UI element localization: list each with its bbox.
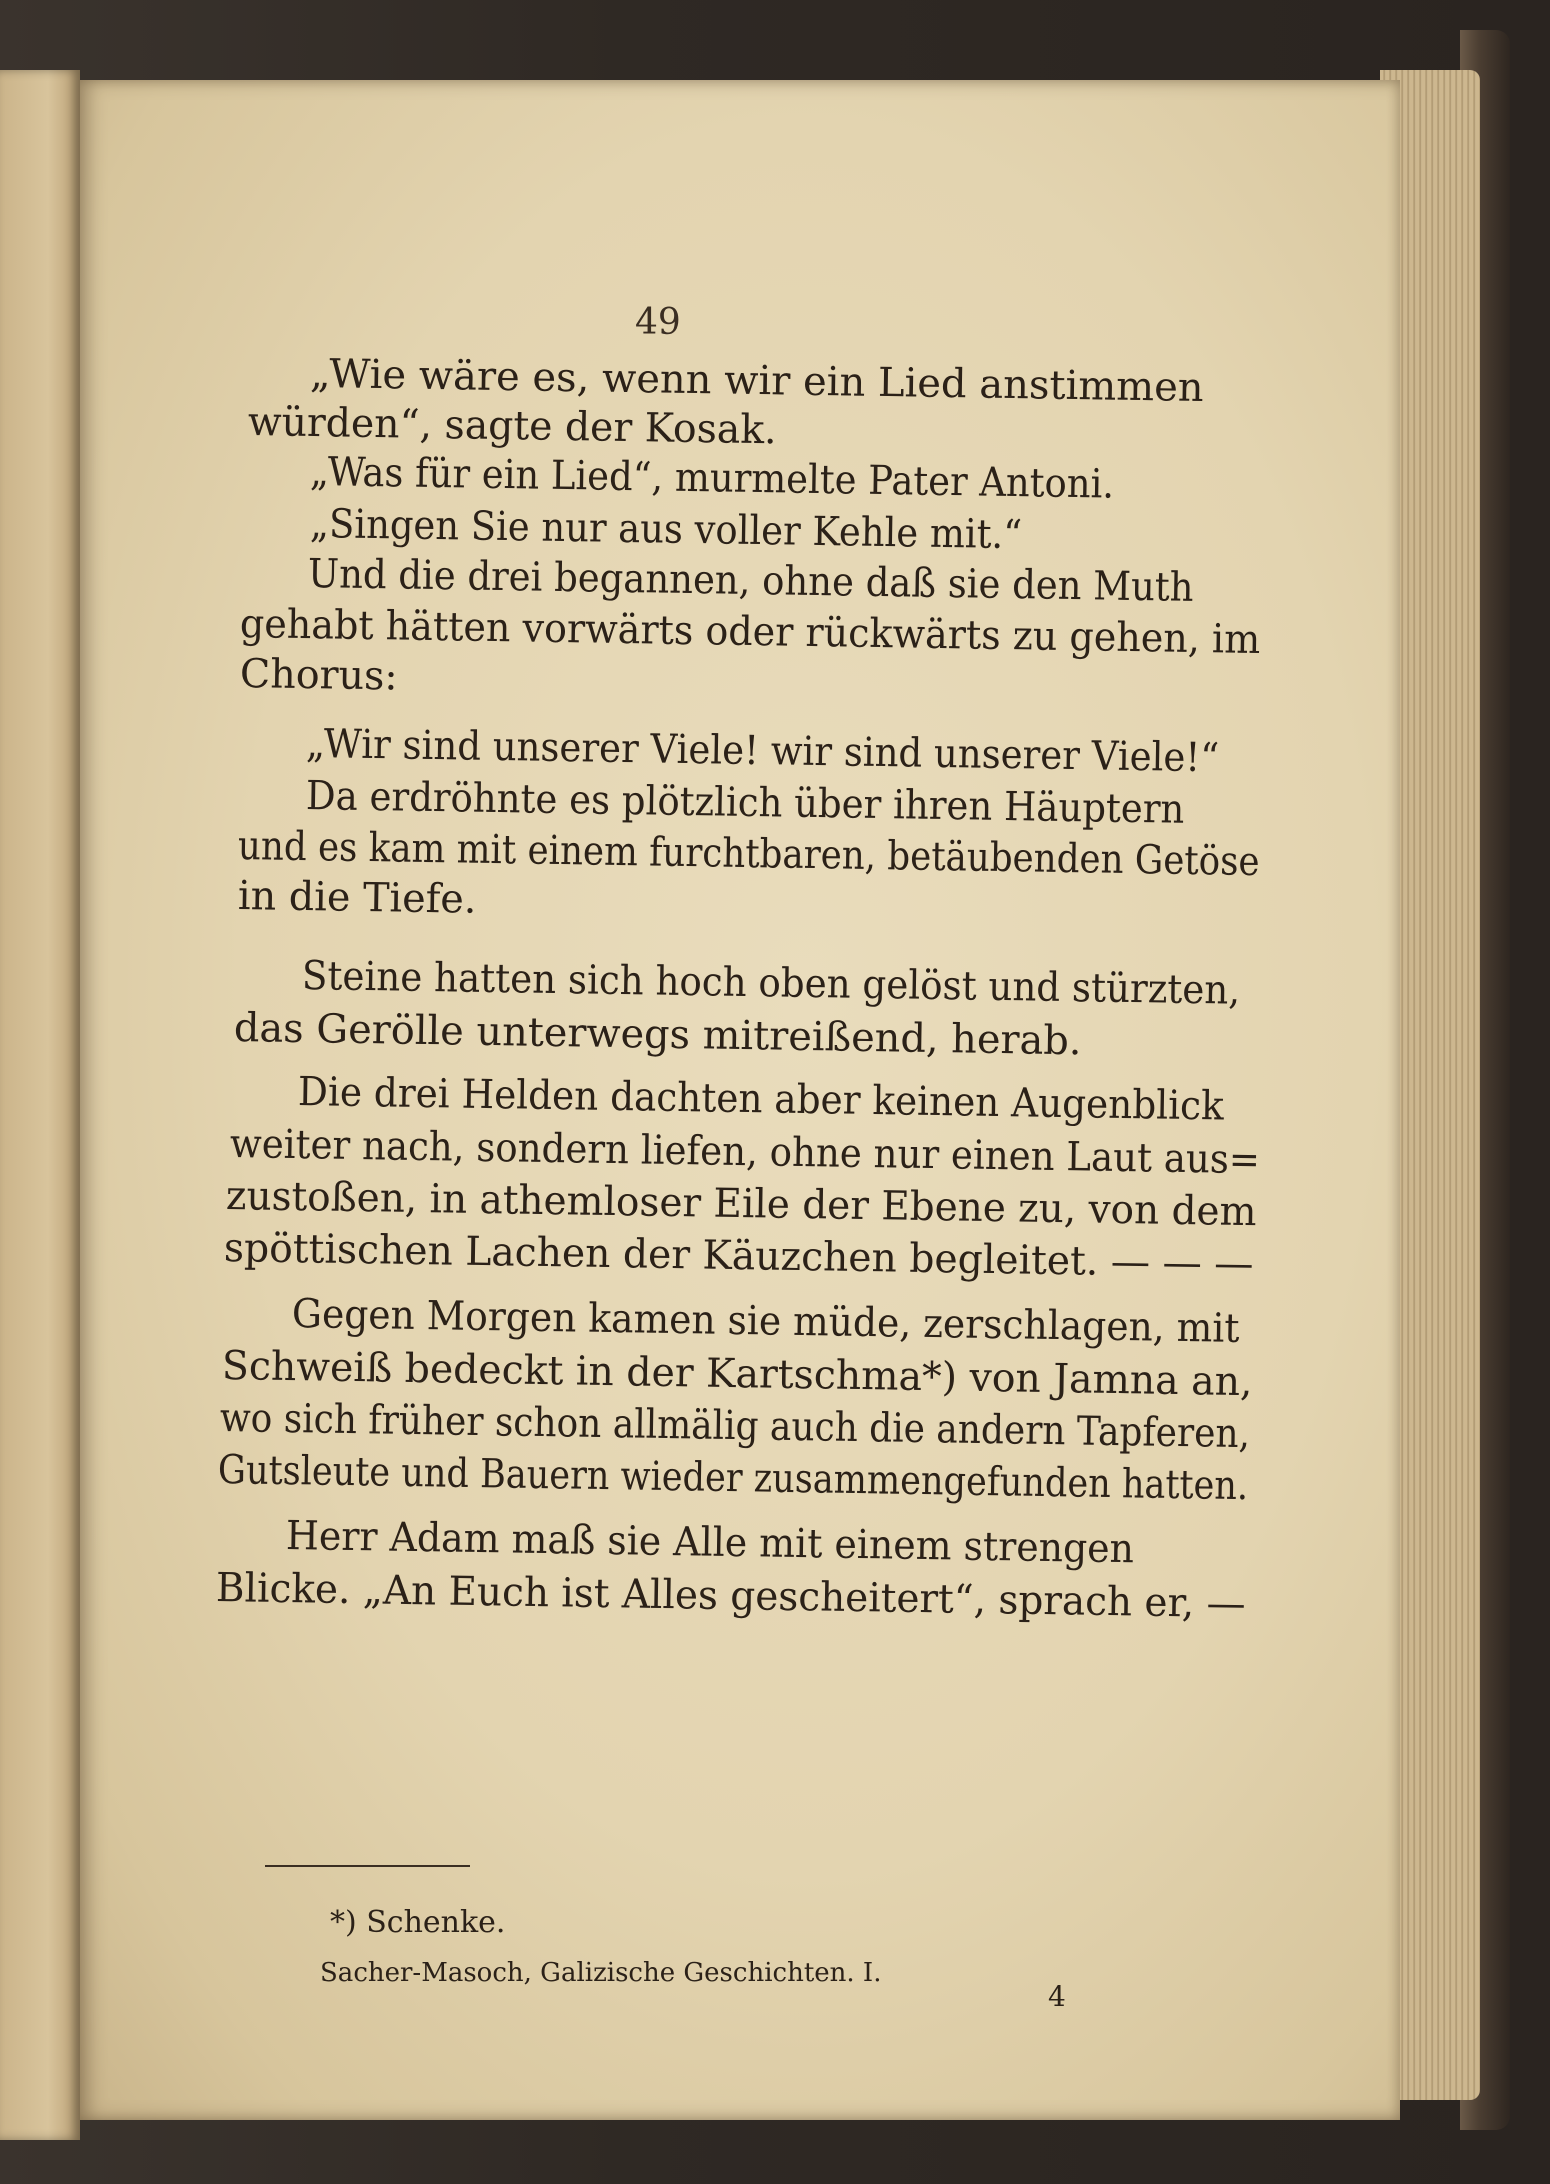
text-line: Schweiß bedeckt in der Kartschma*) von Jamna an,	[221, 1343, 1253, 1406]
footnote: *) Schenke.	[330, 1905, 506, 1940]
printer-signature: Sacher-Masoch, Galizische Geschichten. I.	[320, 1958, 882, 1988]
text-line: Da erdröhnte es plötzlich über ihren Häuptern	[305, 773, 1185, 833]
text-line: in die Tiefe.	[237, 873, 477, 923]
text-line: zustoßen, in athemloser Eile der Ebene zu, von dem	[225, 1173, 1257, 1236]
text-line: Blicke. „An Euch ist Alles gescheitert“, sprach er, —	[215, 1565, 1246, 1628]
text-line: gehabt hätten vorwärts oder rückwärts zu gehen, im	[239, 601, 1261, 664]
text-line: Die drei Helden dachten aber keinen Augenblick	[297, 1069, 1225, 1130]
text-line: Steine hatten sich hoch oben gelöst und stürzten,	[301, 953, 1241, 1014]
text-line: weiter nach, sondern liefen, ohne nur einen Laut aus=	[229, 1121, 1261, 1184]
text-line: wo sich früher schon allmälig auch die andern Tapferen,	[219, 1395, 1251, 1458]
text-line: würden“, sagte der Kosak.	[247, 399, 777, 454]
text-line: „Singen Sie nur aus voller Kehle mit.“	[309, 501, 1023, 559]
text-line: Chorus:	[239, 651, 399, 700]
left-facing-page	[0, 70, 80, 2140]
book-page	[80, 80, 1400, 2120]
text-line: das Gerölle unterwegs mitreißend, herab.	[233, 1005, 1082, 1065]
text-line: Und die drei begannen, ohne daß sie den Muth	[307, 551, 1194, 611]
text-line: Gutsleute und Bauern wieder zusammengefunden hatten.	[217, 1447, 1249, 1510]
text-line: Gegen Morgen kamen sie müde, zerschlagen, mit	[291, 1291, 1240, 1352]
text-line: und es kam mit einem furchtbaren, betäubenden Getöse	[237, 823, 1260, 886]
text-line: „Was für ein Lied“, murmelte Pater Antoni.	[309, 449, 1115, 508]
text-line: „Wir sind unserer Viele! wir sind unserer Viele!“	[305, 721, 1220, 782]
signature-mark: 4	[1048, 1980, 1066, 2013]
text-line: Herr Adam maß sie Alle mit einem strengen	[285, 1513, 1135, 1573]
page-number: 49	[635, 302, 681, 343]
text-line: „Wie wäre es, wenn wir ein Lied anstimmen	[309, 351, 1204, 412]
footnote-divider	[265, 1865, 470, 1867]
text-line: spöttischen Lachen der Käuzchen begleitet. — — —	[223, 1225, 1254, 1288]
